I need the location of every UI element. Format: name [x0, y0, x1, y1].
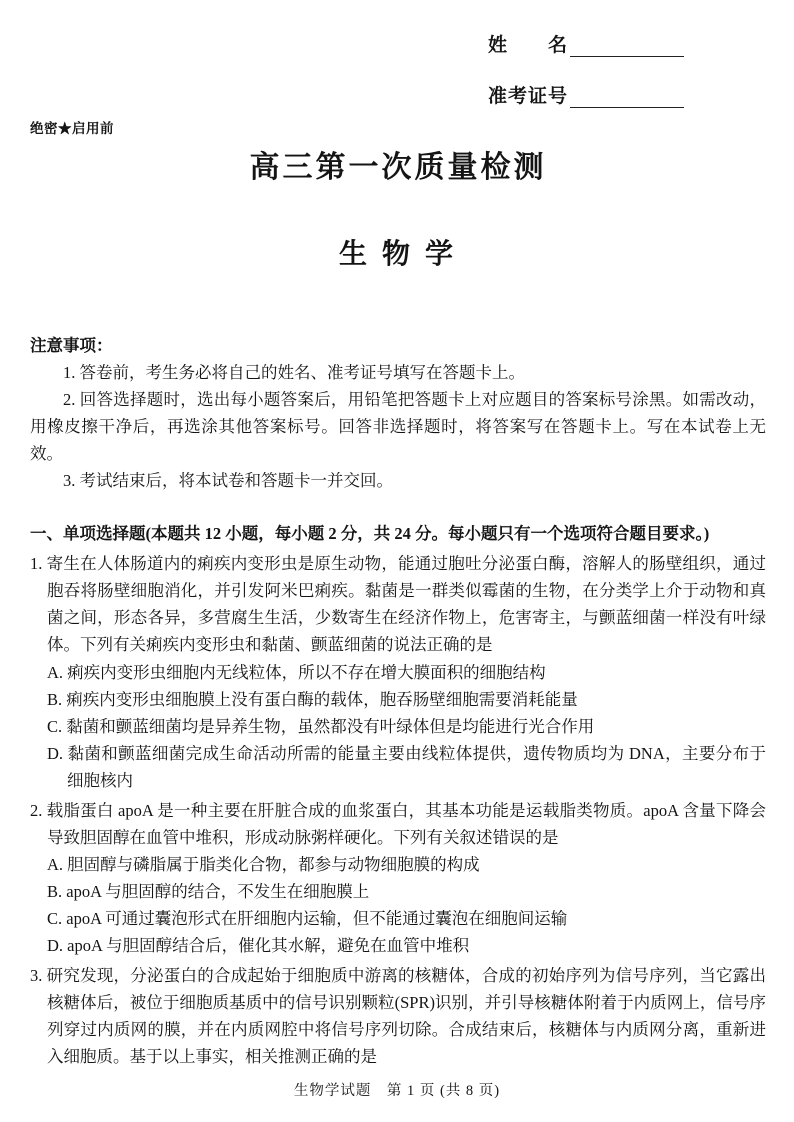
admission-number-field [488, 81, 684, 108]
candidate-info-fields [488, 30, 684, 132]
section-heading: 一、单项选择题(本题共 12 小题，每小题 2 分，共 24 分。每小题只有一个选项符合题目要求。) [30, 524, 710, 544]
question-option-c: C. 黏菌和颤蓝细菌均是异养生物，虽然都没有叶绿体但是均能进行光合作用 [47, 716, 595, 736]
question-3 [30, 962, 766, 1070]
name-field-label: 姓 名 [488, 35, 569, 56]
notice-heading: 注意事项： [30, 336, 113, 355]
secrecy-notice: 绝密★启用前 [30, 121, 114, 136]
notice-item: 3. 考试结束后，将本试卷和答题卡一并交回。 [63, 471, 393, 491]
question-stem [30, 962, 766, 1070]
admission-number-write-line [570, 86, 684, 108]
name-field [488, 30, 684, 57]
question-number: 2. [30, 800, 43, 820]
question-stem-text: 载脂蛋白 apoA 是一种主要在肝脏合成的血浆蛋白，其基本功能是运载脂类物质。apoA 含量下降会导致胆固醇在血管中堆积，形成动脉粥样硬化。下列有关叙述错误的是 [46, 800, 766, 847]
name-write-line [570, 35, 684, 57]
question-option-a: A. 胆固醇与磷脂属于脂类化合物，都参与动物细胞膜的构成 [47, 854, 480, 874]
question-1 [30, 550, 766, 793]
question-number: 3. [30, 966, 43, 986]
question-option-d: D. apoA 与胆固醇结合后，催化其水解，避免在血管中堆积 [47, 935, 470, 955]
question-stem-text: 研究发现，分泌蛋白的合成起始于细胞质中游离的核糖体，合成的初始序列为信号序列，当它露出核糖体后，被位于细胞质基质中的信号识别颗粒(SPR)识别，并引导核糖体附着于内质网上，信号序列穿过内质网的膜，并在内质网腔中将信号序列切除。合成结束后，核糖体与内质网分离，重新进入细胞质。基于以上事实，相关推测正确的是 [46, 966, 766, 1067]
question-stem [30, 797, 766, 851]
admission-number-label: 准考证号 [488, 86, 569, 107]
notice-block [30, 332, 766, 494]
question-option-d: D. 黏菌和颤蓝细菌完成生命活动所需的能量主要由线粒体提供，遗传物质均为 DNA，主要分布于细胞核内 [47, 743, 766, 790]
notice-item: 1. 答卷前，考生务必将自己的姓名、准考证号填写在答题卡上。 [63, 363, 525, 383]
question-2 [30, 797, 766, 959]
question-option-b: B. apoA 与胆固醇的结合，不发生在细胞膜上 [47, 881, 370, 901]
question-stem [30, 550, 766, 658]
question-option-a: A. 痢疾内变形虫细胞内无线粒体，所以不存在增大膜面积的细胞结构 [47, 662, 546, 682]
exam-title: 高三第一次质量检测 [249, 151, 547, 184]
question-number: 1. [30, 554, 43, 574]
question-stem-text: 寄生在人体肠道内的痢疾内变形虫是原生动物，能通过胞吐分泌蛋白酶，溶解人的肠壁组织，通过胞吞将肠壁细胞消化，并引发阿米巴痢疾。黏菌是一群类似霉菌的生物，在分类学上介于动物和真菌之间，形态各异，多营腐生生活，少数寄生在经济作物上，危害寄主，与颤蓝细菌一样没有叶绿体。下列有关痢疾内变形虫和黏菌、颤蓝细菌的说法正确的是 [46, 554, 766, 655]
question-option-c: C. apoA 可通过囊泡形式在肝细胞内运输，但不能通过囊泡在细胞间运输 [47, 908, 568, 928]
notice-item: 2. 回答选择题时，选出每小题答案后，用铅笔把答题卡上对应题目的答案标号涂黑。如需改动，用橡皮擦干净后，再选涂其他答案标号。回答非选择题时，将答案写在答题卡上。写在本试卷上无效。 [30, 390, 766, 464]
page-footer: 生物学试题 第 1 页 (共 8 页) [293, 1083, 501, 1099]
question-option-b: B. 痢疾内变形虫细胞膜上没有蛋白酶的载体，胞吞肠壁细胞需要消耗能量 [47, 689, 578, 709]
subject-title: 生 物 学 [338, 239, 457, 270]
